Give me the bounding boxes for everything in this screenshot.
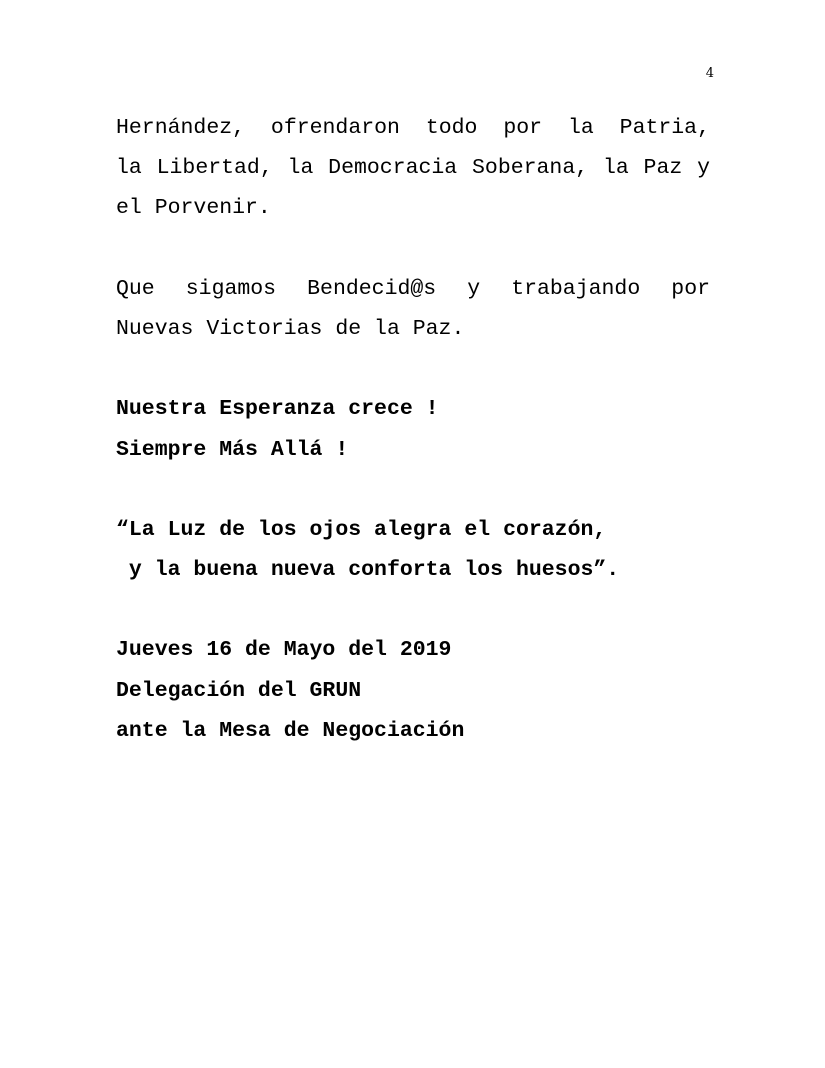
paragraph-line: Que sigamos Bendecid@s y trabajando por xyxy=(116,276,710,301)
quote-line: y la buena nueva conforta los huesos”. xyxy=(116,558,620,583)
paragraph-gap xyxy=(116,349,710,389)
signature-block xyxy=(116,630,710,751)
signature-delegation: Delegación del GRUN xyxy=(116,678,362,703)
slogans xyxy=(116,389,710,469)
paragraph-gap xyxy=(116,590,710,630)
paragraph-tribute xyxy=(116,108,710,229)
signature-date: Jueves 16 de Mayo del 2019 xyxy=(116,638,452,663)
signature-mesa: ante la Mesa de Negociación xyxy=(116,718,465,743)
paragraph-gap xyxy=(116,229,710,269)
paragraph-line: Hernández, ofrendaron todo por la Patria, xyxy=(116,116,710,140)
paragraph-line: Nuevas Victorias de la Paz. xyxy=(116,316,465,341)
slogan-line: Siempre Más Allá ! xyxy=(116,437,349,462)
paragraph-gap xyxy=(116,470,710,510)
document-body xyxy=(116,108,710,751)
paragraph-line: la Libertad, la Democracia Soberana, la Paz y xyxy=(116,156,710,181)
paragraph-line: el Porvenir. xyxy=(116,196,271,221)
page-number: 4 xyxy=(705,66,714,81)
quote xyxy=(116,510,710,590)
paragraph-blessing xyxy=(116,269,710,349)
slogan-line: Nuestra Esperanza crece ! xyxy=(116,397,439,422)
quote-line: “La Luz de los ojos alegra el corazón, xyxy=(116,517,607,542)
